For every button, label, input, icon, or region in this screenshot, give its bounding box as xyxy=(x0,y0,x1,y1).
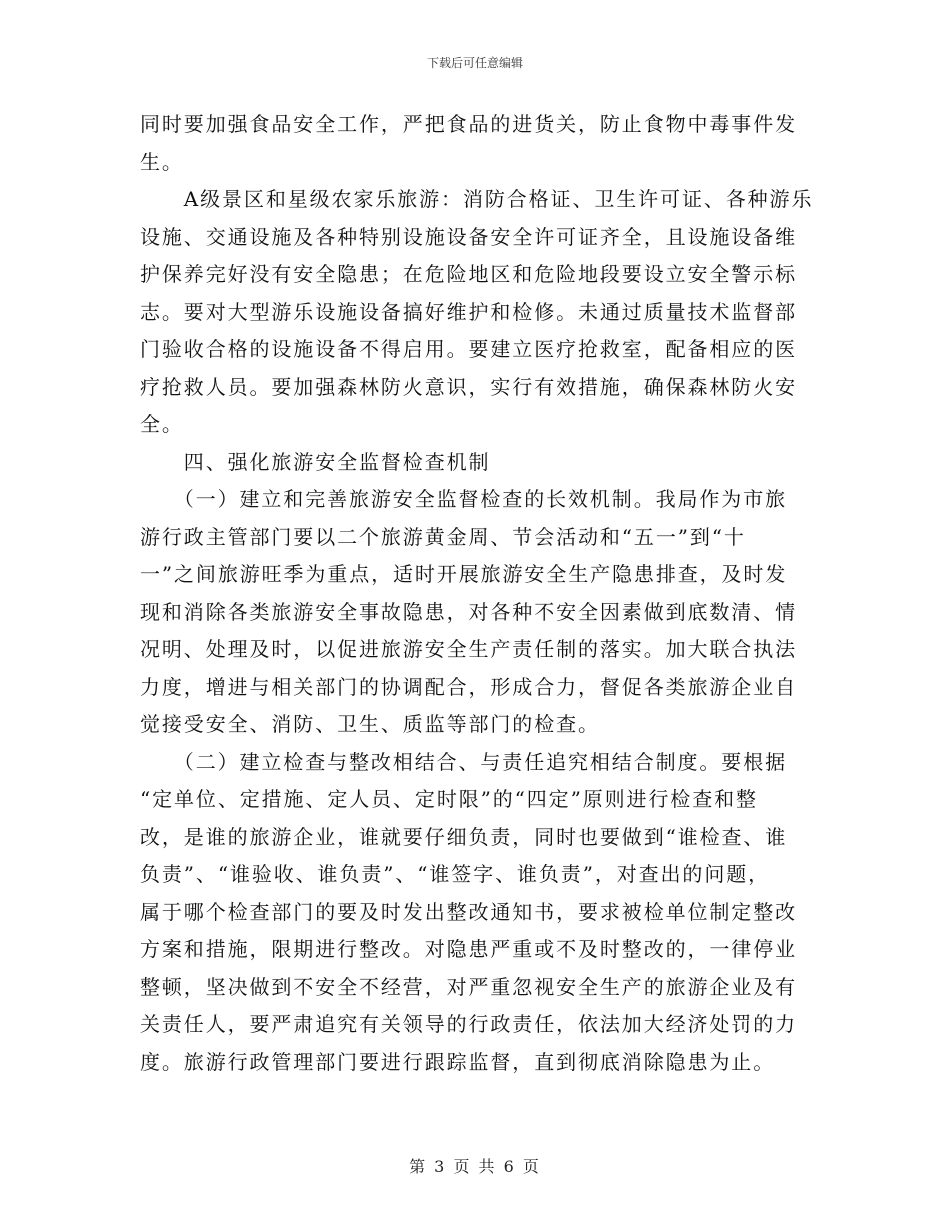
text-line: A级景区和星级农家乐旅游：消防合格证、卫生许可证、各种游乐 xyxy=(140,187,814,211)
text-line: 改，是谁的旅游企业，谁就要仔细负责，同时也要做到“谁检查、谁 xyxy=(140,824,788,849)
text-line: 现和消除各类旅游安全事故隐患，对各种不安全因素做到底数清、情 xyxy=(140,599,797,624)
text-line: 整顿，坚决做到不安全不经营，对严重忽视安全生产的旅游企业及有 xyxy=(140,974,797,999)
page-header-note: 下载后可任意编辑 xyxy=(426,56,523,70)
text-line: （二）建立检查与整改相结合、与责任追究相结合制度。要根据 xyxy=(140,749,787,774)
text-line: 志。要对大型游乐设施设备搞好维护和检修。未通过质量技术监督部 xyxy=(140,299,797,324)
text-line: 疗抢救人员。要加强森林防火意识，实行有效措施，确保森林防火安 xyxy=(140,374,797,399)
text-line: 全。 xyxy=(140,412,184,436)
text-line: 度。旅游行政管理部门要进行跟踪监督，直到彻底消除隐患为止。 xyxy=(140,1049,776,1074)
document-body xyxy=(140,106,812,1081)
text-line: 游行政主管部门要以二个旅游黄金周、节会活动和“五一”到“十 xyxy=(140,524,746,549)
section-heading xyxy=(140,444,812,482)
text-line: 觉接受安全、消防、卫生、质监等部门的检查。 xyxy=(140,712,600,736)
text-line: 同时要加强食品安全工作，严把食品的进货关，防止食物中毒事件发 xyxy=(140,112,797,136)
paragraph xyxy=(140,744,812,1082)
text-line: 生。 xyxy=(140,149,184,174)
text-line: 属于哪个检查部门的要及时发出整改通知书，要求被检单位制定整改 xyxy=(140,899,797,924)
text-line: 况明、处理及时，以促进旅游安全生产责任制的落实。加大联合执法 xyxy=(140,637,797,661)
page-number: 第 3 页 共 6 页 xyxy=(409,1157,541,1176)
text-line: 设施、交通设施及各种特别设施设备安全许可证齐全，且设施设备维 xyxy=(140,224,797,249)
text-line: 关责任人，要严肃追究有关领导的行政责任，依法加大经济处罚的力 xyxy=(140,1012,797,1036)
text-line: “定单位、定措施、定人员、定时限”的“四定”原则进行检查和整 xyxy=(140,787,758,811)
text-line: 护保养完好没有安全隐患；在危险地区和危险地段要设立安全警示标 xyxy=(140,262,797,286)
text-line: 力度，增进与相关部门的协调配合，形成合力，督促各类旅游企业自 xyxy=(140,674,797,699)
text-line: （一）建立和完善旅游安全监督检查的长效机制。我局作为市旅 xyxy=(140,487,787,511)
text-line: 一”之间旅游旺季为重点，适时开展旅游安全生产隐患排查，及时发 xyxy=(140,562,788,586)
paragraph xyxy=(140,181,812,444)
paragraph xyxy=(140,106,812,181)
text-line: 门验收合格的设施设备不得启用。要建立医疗抢救室，配备相应的医 xyxy=(140,337,797,361)
text-line: 方案和措施，限期进行整改。对隐患严重或不及时整改的，一律停业 xyxy=(140,937,797,961)
paragraph xyxy=(140,481,812,744)
text-line: 负责”、“谁验收、谁负责”、“谁签字、谁负责”，对查出的问题， xyxy=(140,862,771,886)
text-line: 四、强化旅游安全监督检查机制 xyxy=(140,449,491,474)
